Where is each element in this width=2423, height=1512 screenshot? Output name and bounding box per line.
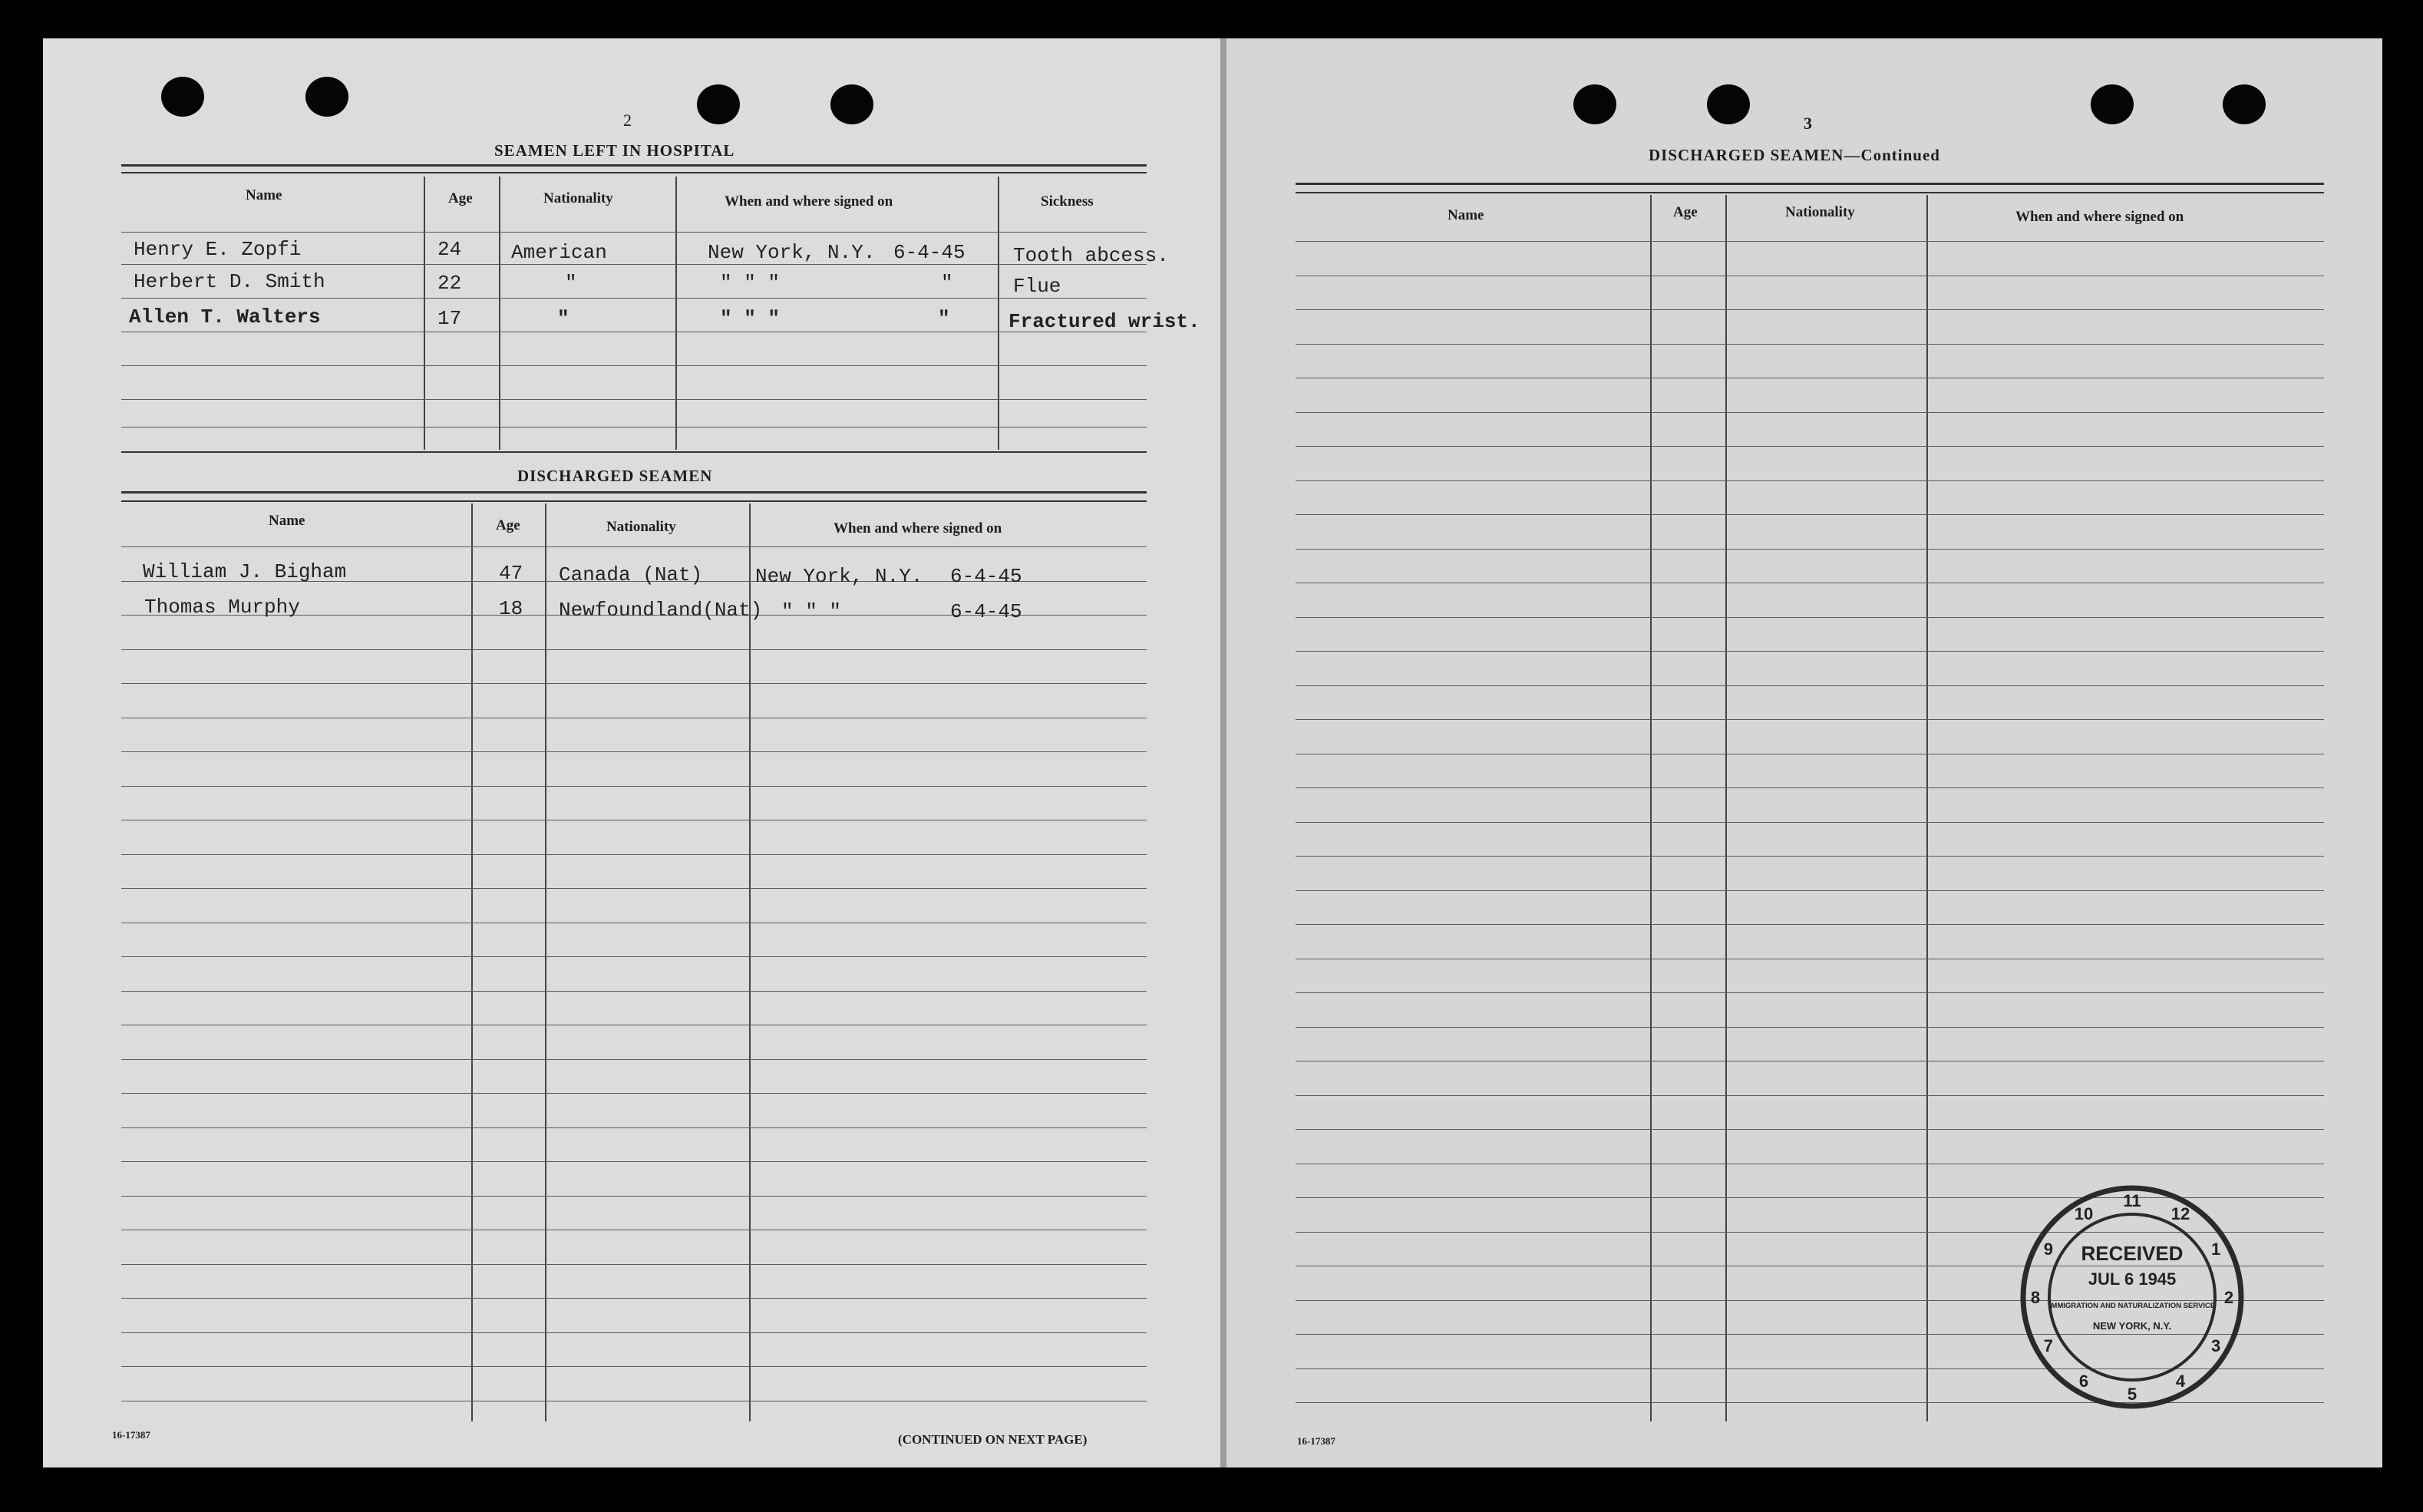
col-header-signed-on: When and where signed on [725,193,893,210]
received-stamp [2017,1182,2247,1412]
ruled-line [121,1127,1147,1128]
hospital-row-age: 17 [437,307,462,330]
hospital-row-age: 22 [437,272,462,295]
page-fold [1220,38,1226,1467]
hospital-section-title: SEAMEN LEFT IN HOSPITAL [494,141,735,160]
discharged-row-nationality: Canada (Nat) [559,563,703,586]
discharged-row-name: William J. Bigham [143,560,347,583]
hospital-row-age: 24 [437,238,462,261]
col-divider [749,503,751,1421]
hospital-row-nationality: " [557,307,569,330]
col-header-name: Name [1448,207,1484,223]
ruled-line [1296,685,2324,686]
hospital-row-sickness: Fractured wrist. [1008,310,1200,333]
form-number-right: 16-17387 [1297,1435,1335,1447]
punch-hole [1707,84,1750,124]
ruled-line [1296,719,2324,720]
ruled-line [121,264,1147,265]
stamp-ring-number: 2 [2223,1288,2234,1307]
discharged-row-age: 47 [499,562,523,585]
discharged-top-rule-2 [121,500,1147,502]
punch-hole [2223,84,2266,124]
ruled-line [121,1298,1147,1299]
stamp-ring-number: 12 [2170,1203,2190,1223]
discharged-row-age: 18 [499,597,523,620]
col-header-nationality: Nationality [606,519,676,535]
hospital-top-rule [121,164,1147,167]
ruled-line [121,1059,1147,1060]
col-header-signed-on: When and where signed on [834,520,1002,536]
hospital-bottom-rule [121,451,1147,453]
stamp-agency: IMMIGRATION AND NATURALIZATION SERVICE [2048,1302,2216,1310]
hospital-row-name: Henry E. Zopfi [134,238,302,261]
ruled-line [1296,856,2324,857]
stamp-ring-number: 3 [2210,1336,2221,1355]
col-divider [675,177,677,450]
ruled-line [1296,1129,2324,1130]
hospital-row-date: 6-4-45 [893,241,966,264]
hospital-row-where: New York, N.Y. [708,241,876,264]
col-divider [1650,195,1652,1421]
ruled-line [1296,309,2324,310]
page-number-left: 2 [623,111,632,130]
ruled-line [121,365,1147,366]
ruled-line [1296,1027,2324,1028]
ruled-line [121,786,1147,787]
stamp-ring-number: 6 [2078,1372,2089,1392]
ruled-line [121,683,1147,684]
col-header-signed-on: When and where signed on [2015,209,2184,225]
ruled-line [1296,412,2324,413]
continued-note: (CONTINUED ON NEXT PAGE) [898,1432,1088,1447]
discharged-row-where: " " " [781,600,842,623]
ruled-line [1296,617,2324,618]
col-header-sickness: Sickness [1041,193,1094,210]
punch-hole [305,77,348,117]
stamp-received: RECEIVED [2081,1242,2184,1265]
stamp-ring-number: 10 [2074,1203,2094,1223]
ruled-line [1296,890,2324,891]
discharged-section-title: DISCHARGED SEAMEN [517,467,713,485]
ruled-line [121,232,1147,233]
ruled-line [1296,344,2324,345]
ruled-line [1296,924,2324,925]
ruled-line [121,1093,1147,1094]
hospital-row-sickness: Tooth abcess. [1013,244,1169,267]
stamp-ring-number: 9 [2043,1240,2054,1259]
hospital-row-sickness: Flue [1013,275,1061,298]
col-divider [1926,195,1928,1421]
ruled-line [1296,514,2324,515]
col-header-nationality: Nationality [543,190,613,206]
ruled-line [121,427,1147,428]
ruled-line [121,888,1147,889]
ruled-line [121,956,1147,957]
ruled-line [121,399,1147,400]
form-number-left: 16-17387 [112,1429,150,1441]
ruled-line [121,1366,1147,1367]
ruled-line [1296,1095,2324,1096]
ruled-line [121,1196,1147,1197]
col-header-name: Name [246,187,282,203]
col-header-nationality: Nationality [1785,204,1855,220]
ruled-line [1296,822,2324,823]
stamp-ring-number: 1 [2210,1240,2221,1259]
col-header-age: Age [1673,204,1698,220]
ruled-line [1296,992,2324,993]
stamp-ring-number: 7 [2043,1336,2054,1355]
ruled-line [1296,549,2324,550]
ruled-line [121,298,1147,299]
ruled-line [121,649,1147,650]
discharged-row-name: Thomas Murphy [144,596,300,619]
hospital-row-name: Allen T. Walters [129,305,321,328]
ruled-line [1296,651,2324,652]
punch-hole [1573,84,1616,124]
right-section-title: DISCHARGED SEAMEN—Continued [1649,146,1940,164]
col-divider [499,177,500,450]
hospital-row-nationality: " [565,272,577,295]
ruled-line [121,546,1147,547]
punch-hole [830,84,873,124]
stamp-date: JUL 6 1945 [2088,1269,2177,1289]
hospital-row-where: " " " [720,307,781,330]
stamp-ring-numbers [2031,1191,2233,1404]
ruled-line [121,854,1147,855]
col-header-age: Age [448,190,473,206]
stamp-ring-number: 11 [2123,1191,2141,1210]
right-top-rule [1296,183,2324,185]
ruled-line [121,1332,1147,1333]
col-divider [998,177,999,450]
ruled-line [1296,446,2324,447]
ruled-line [1296,480,2324,481]
ruled-line [121,1161,1147,1162]
ruled-line [1296,787,2324,788]
ruled-line [121,751,1147,752]
col-divider [1725,195,1727,1421]
punch-hole [697,84,740,124]
stamp-ring-number: 4 [2175,1372,2186,1392]
discharged-row-nationality: Newfoundland(Nat) [559,599,763,622]
right-top-rule-2 [1296,192,2324,193]
ruled-line [1296,241,2324,242]
hospital-row-date: " [938,307,950,330]
col-header-name: Name [269,513,305,529]
stamp-ring-number: 5 [2127,1385,2137,1404]
discharged-row-date: 6-4-45 [950,565,1022,588]
hospital-row-where: " " " [720,272,781,295]
ruled-line [121,991,1147,992]
punch-hole [161,77,204,117]
stamp-place: NEW YORK, N.Y. [2092,1320,2172,1332]
col-divider [424,177,425,450]
hospital-top-rule-2 [121,172,1147,173]
hospital-row-nationality: American [511,241,607,264]
punch-hole [2091,84,2134,124]
discharged-top-rule [121,491,1147,494]
discharged-row-where: New York, N.Y. [755,565,923,588]
hospital-row-name: Herbert D. Smith [134,270,325,293]
hospital-row-date: " [941,272,953,295]
col-header-age: Age [496,517,520,533]
stamp-ring-number: 8 [2030,1288,2041,1307]
col-divider [545,503,546,1421]
discharged-row-date: 6-4-45 [950,600,1022,623]
ruled-line [121,1264,1147,1265]
page-number-right: 3 [1804,114,1812,133]
col-divider [471,503,473,1421]
